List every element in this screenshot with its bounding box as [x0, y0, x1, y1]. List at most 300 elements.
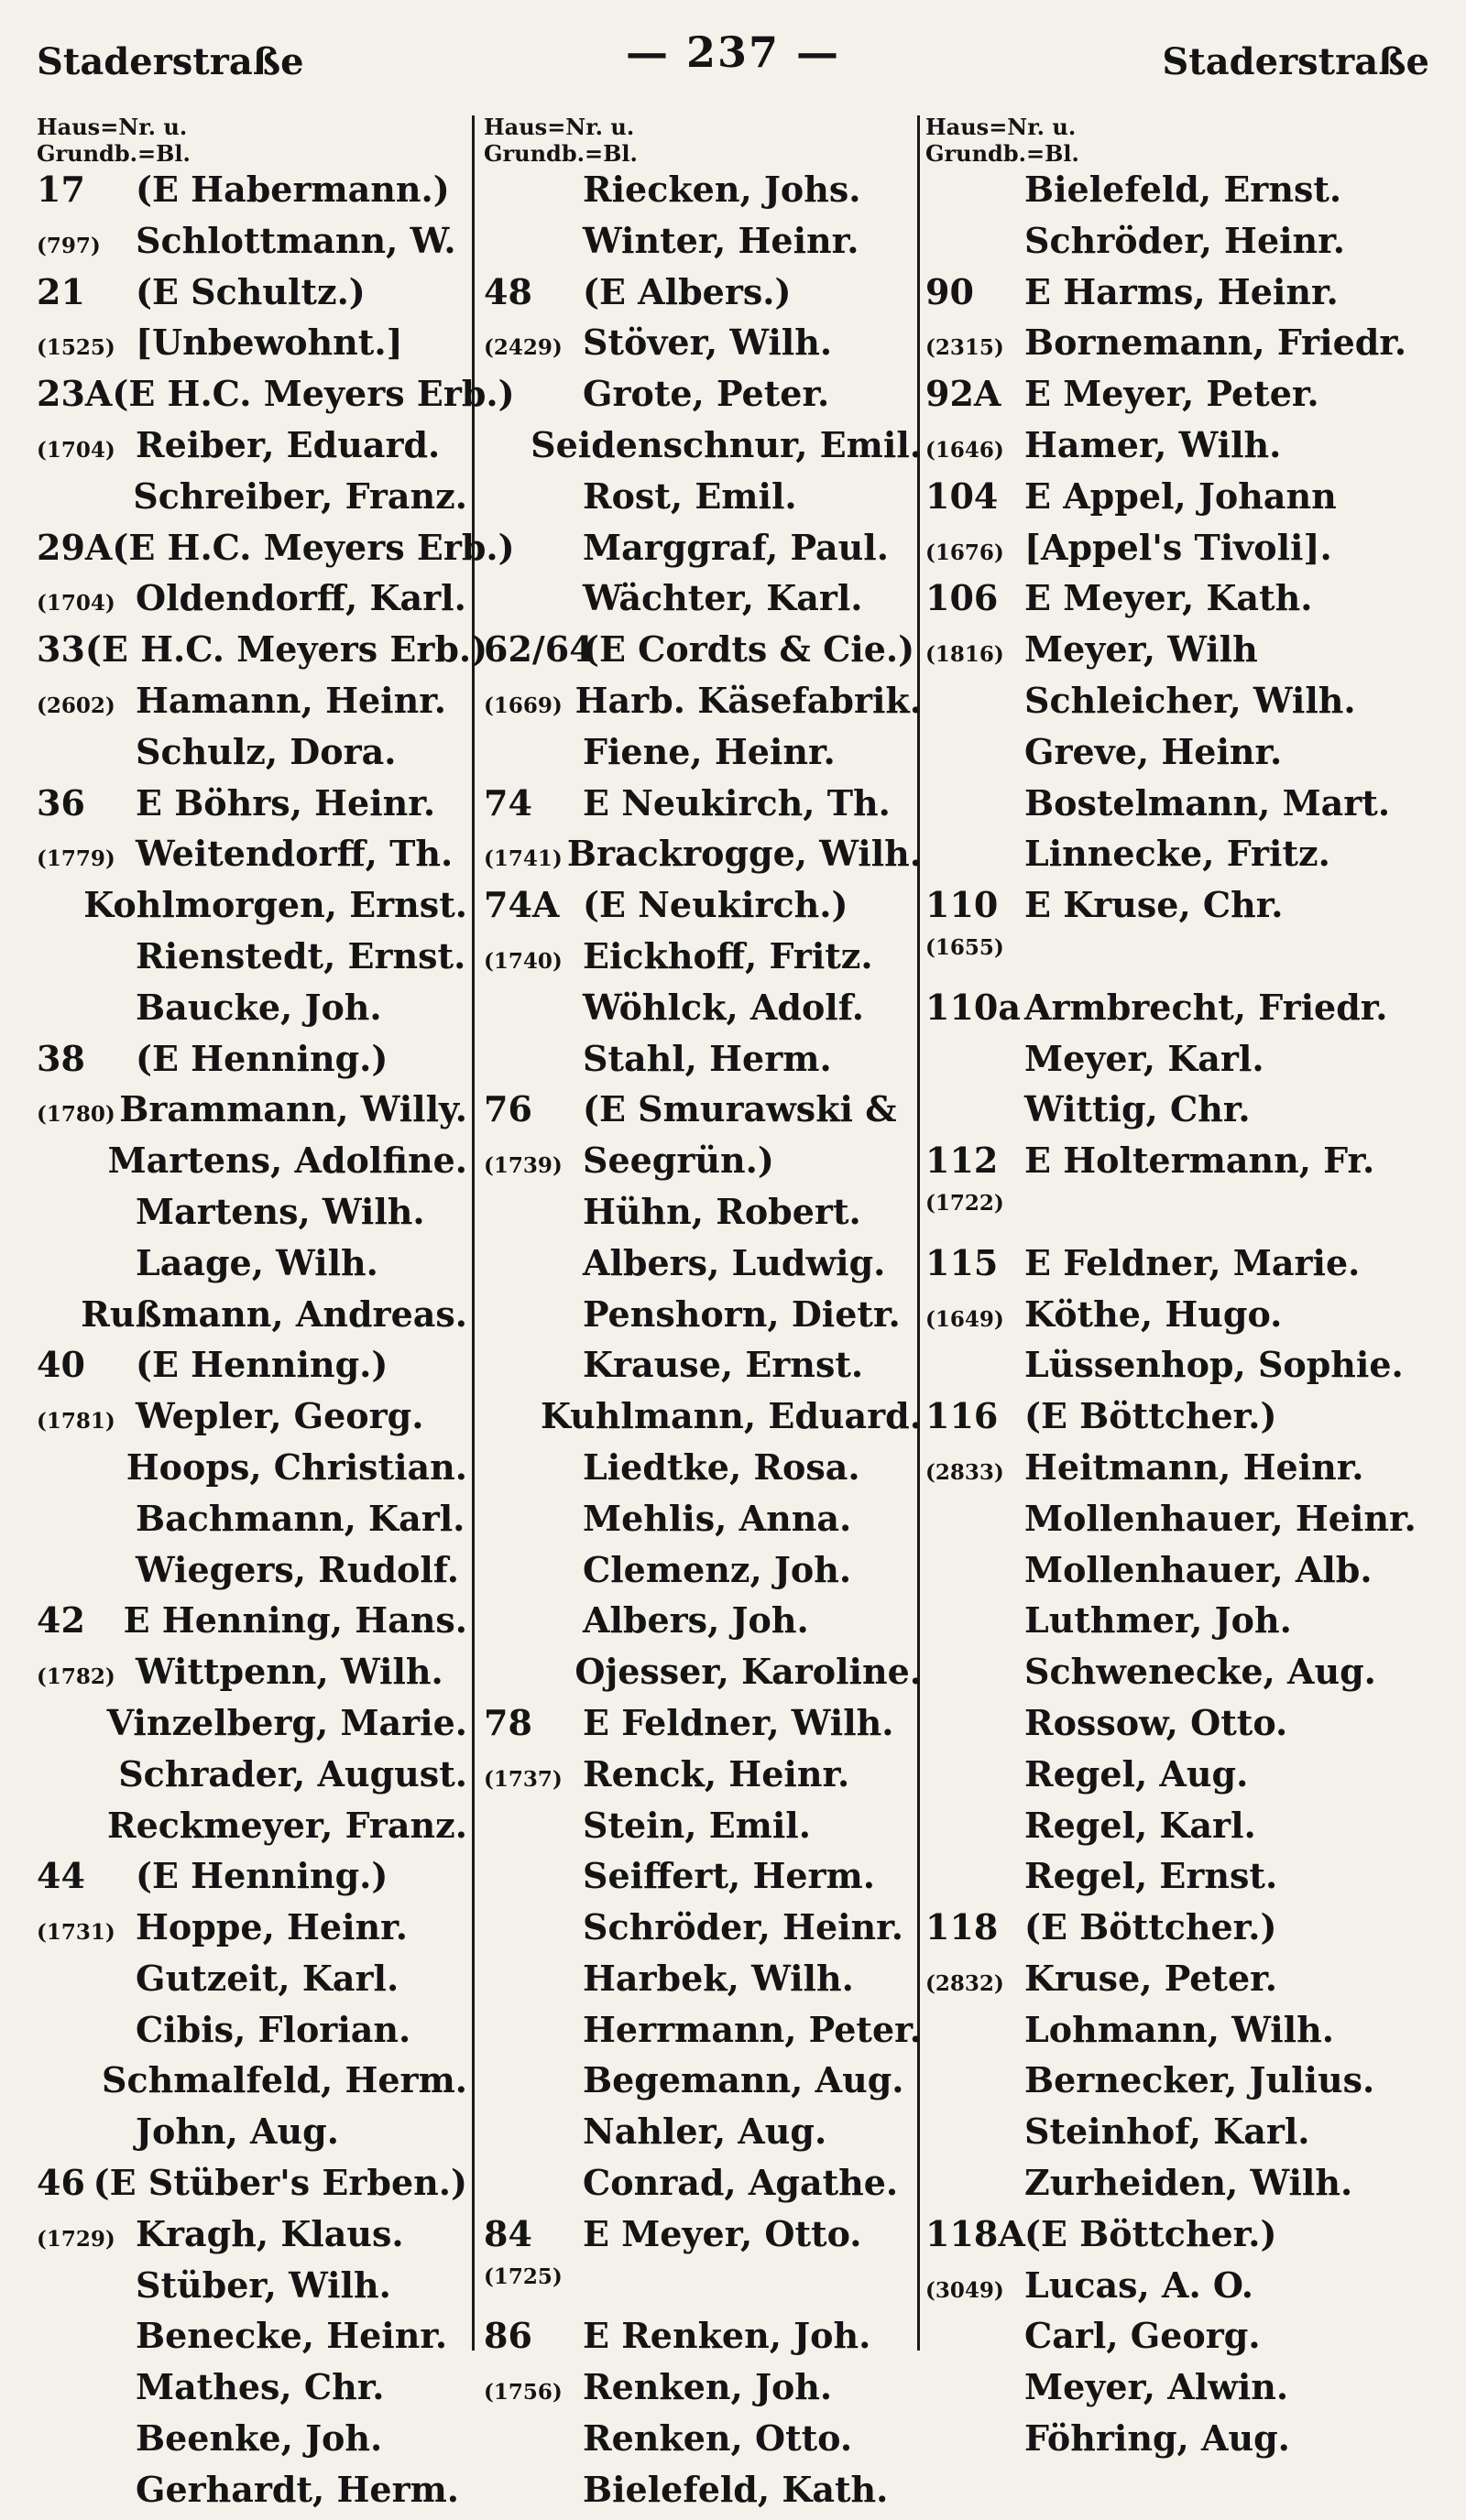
directory-line [37, 1855, 467, 1906]
directory-line [484, 2315, 922, 2366]
resident-entry: E Kruse, Chr. [1024, 884, 1284, 926]
house-number: 74 [484, 781, 532, 824]
directory-line [925, 782, 1439, 834]
directory-line [37, 1293, 467, 1345]
grundbuch-number: (1669) [484, 693, 563, 718]
directory-line [925, 1651, 1439, 1702]
resident-entry: Rienstedt, Ernst. [136, 934, 466, 976]
house-number: 33 [37, 628, 85, 671]
house-number: 36 [37, 781, 85, 824]
directory-line [484, 2469, 922, 2520]
resident-entry: Wittig, Chr. [1024, 1088, 1251, 1130]
resident-entry: Rost, Emil. [583, 475, 797, 517]
resident-entry: Ojesser, Karoline. [574, 1651, 922, 1693]
resident-entry: (E Henning.) [136, 1855, 388, 1897]
resident-entry: (E Smurawski & [583, 1088, 897, 1130]
directory-line [37, 1702, 467, 1753]
directory-line [925, 2059, 1439, 2111]
directory-line [925, 1498, 1439, 1549]
directory-line [37, 2469, 467, 2520]
resident-entry: Harb. Käsefabrik. [574, 679, 922, 721]
directory-line [925, 2009, 1439, 2060]
directory-line [484, 884, 922, 935]
column-head-house-no: Haus=Nr. u. [37, 114, 188, 140]
directory-line [925, 1855, 1439, 1906]
house-number: 17 [37, 169, 85, 210]
directory-line [925, 680, 1439, 731]
directory-line [925, 1549, 1439, 1600]
directory-line [484, 169, 922, 220]
directory-line [484, 2264, 922, 2316]
directory-line [484, 1549, 922, 1600]
resident-entry: Regel, Aug. [1024, 1752, 1249, 1795]
resident-entry: Albers, Joh. [583, 1599, 809, 1642]
resident-entry: E Feldner, Marie. [1024, 1241, 1361, 1283]
resident-entry: E Renken, Joh. [583, 2315, 871, 2357]
resident-entry: Lohmann, Wilh. [1024, 2008, 1334, 2050]
house-number: 74A [484, 884, 560, 926]
resident-entry: Linnecke, Fritz. [1024, 833, 1330, 875]
resident-entry: Heitmann, Heinr. [1024, 1445, 1364, 1488]
directory-line [37, 526, 515, 578]
directory-line [484, 322, 922, 373]
directory-line [484, 577, 922, 628]
house-number: 40 [37, 1344, 85, 1386]
resident-entry: Zurheiden, Wilh. [1024, 2162, 1353, 2204]
resident-entry: E Henning, Hans. [123, 1599, 467, 1642]
house-number: 110a [925, 986, 1021, 1028]
column-head-house-no: Haus=Nr. u. [925, 114, 1077, 140]
resident-entry: E Appel, Johann [1024, 475, 1337, 517]
resident-entry: Liedtke, Rosa. [583, 1445, 860, 1488]
directory-line [925, 169, 1439, 220]
resident-entry: Renken, Otto. [583, 2417, 853, 2460]
directory-line [925, 1088, 1439, 1140]
directory-line [37, 1140, 467, 1191]
directory-line [925, 628, 1439, 680]
page-number: — 237 — [625, 27, 841, 77]
resident-entry: [Unbewohnt.] [136, 322, 403, 364]
resident-entry: Renken, Joh. [583, 2366, 833, 2408]
resident-entry: (E Schultz.) [136, 270, 366, 312]
column-rows [484, 169, 922, 2520]
directory-line [925, 2315, 1439, 2366]
resident-entry: E Holtermann, Fr. [1024, 1140, 1375, 1182]
directory-line [925, 1599, 1439, 1651]
house-number: 62/64 [484, 628, 594, 671]
resident-entry: Fiene, Heinr. [583, 730, 836, 772]
house-number: 112 [925, 1140, 999, 1182]
directory-line [37, 1395, 467, 1446]
directory-line [37, 731, 467, 782]
directory-line [37, 1805, 467, 1856]
directory-line [484, 220, 922, 271]
resident-entry: Schleicher, Wilh. [1024, 679, 1356, 721]
column-head-house-no: Haus=Nr. u. [484, 114, 635, 140]
directory-line [484, 1906, 922, 1958]
resident-entry: Bernecker, Julius. [1024, 2059, 1375, 2101]
resident-entry: Bornemann, Friedr. [1024, 322, 1407, 364]
resident-entry: E Böhrs, Heinr. [136, 781, 436, 824]
directory-line [37, 2009, 467, 2060]
directory-line [925, 833, 1439, 884]
resident-entry: Conrad, Agathe. [583, 2162, 899, 2204]
directory-line [484, 833, 922, 884]
resident-entry: (E Böttcher.) [1024, 1395, 1277, 1437]
directory-line [37, 271, 467, 322]
grundbuch-number: (1739) [484, 1153, 563, 1179]
resident-entry: Herrmann, Peter. [583, 2008, 922, 2050]
running-header-left: Staderstraße [37, 40, 304, 83]
resident-entry: Rußmann, Andreas. [81, 1293, 467, 1335]
directory-line [37, 782, 467, 834]
resident-entry: Köthe, Hugo. [1024, 1293, 1283, 1335]
directory-line [37, 1753, 467, 1805]
grundbuch-number: (1740) [484, 948, 563, 974]
directory-line [484, 1395, 922, 1446]
house-number: 38 [37, 1037, 85, 1079]
grundbuch-number: (1781) [37, 1409, 115, 1435]
directory-line [37, 884, 467, 935]
resident-entry: (E Albers.) [583, 270, 792, 312]
resident-entry: Regel, Ernst. [1024, 1855, 1278, 1897]
directory-line [925, 1344, 1439, 1395]
resident-entry: Krause, Ernst. [583, 1344, 864, 1386]
resident-entry: Wöhlck, Adolf. [583, 986, 864, 1028]
column-rows [925, 169, 1439, 2469]
resident-entry: Wächter, Karl. [583, 577, 863, 619]
directory-line [925, 322, 1439, 373]
directory-line [484, 1498, 922, 1549]
directory-line [925, 2162, 1439, 2213]
resident-entry: (E Henning.) [136, 1344, 388, 1386]
directory-line [37, 424, 467, 475]
resident-entry: Wepler, Georg. [136, 1395, 424, 1437]
house-number: 115 [925, 1241, 999, 1283]
grundbuch-number: (1704) [37, 437, 115, 463]
directory-line [484, 527, 922, 578]
directory-line [925, 1906, 1439, 1958]
directory-line [484, 731, 922, 782]
directory-line [37, 935, 467, 987]
directory-line [484, 373, 922, 424]
resident-entry: Vinzelberg, Marie. [106, 1701, 467, 1743]
resident-entry: Wittpenn, Wilh. [136, 1651, 443, 1693]
directory-line [484, 475, 922, 527]
resident-entry: Kuhlmann, Eduard. [540, 1395, 922, 1437]
resident-entry: Hamann, Heinr. [136, 679, 446, 721]
resident-entry: Mollenhauer, Heinr. [1024, 1497, 1417, 1539]
column-rule [472, 115, 475, 2351]
directory-line [925, 987, 1439, 1038]
resident-entry: Benecke, Heinr. [136, 2315, 448, 2357]
directory-line [484, 424, 922, 475]
directory-line [37, 2059, 467, 2111]
directory-line [37, 1549, 467, 1600]
house-number: 29A [37, 526, 113, 568]
directory-line [484, 1599, 922, 1651]
resident-entry: Brackrogge, Wilh. [566, 833, 922, 875]
directory-line [484, 782, 922, 834]
resident-entry: Eickhoff, Fritz. [583, 934, 873, 976]
directory-line [37, 2417, 467, 2469]
grundbuch-number: (1704) [37, 591, 115, 616]
directory-line [37, 475, 467, 527]
directory-line [484, 2009, 922, 2060]
resident-entry: Brammann, Willy. [119, 1088, 467, 1130]
directory-line [37, 1191, 467, 1242]
resident-entry: E Neukirch, Th. [583, 781, 891, 824]
resident-entry: Stahl, Herm. [583, 1037, 832, 1079]
house-number: 92A [925, 373, 1001, 415]
directory-line [37, 373, 515, 424]
directory-line [925, 2417, 1439, 2469]
resident-entry: Renck, Heinr. [583, 1752, 850, 1795]
resident-entry: Schmalfeld, Herm. [102, 2059, 467, 2101]
directory-line [37, 322, 467, 373]
resident-entry: (E H.C. Meyers Erb.) [84, 628, 488, 671]
house-number: 110 [925, 884, 999, 926]
grundbuch-number: (1655) [925, 934, 1004, 960]
resident-entry: Penshorn, Dietr. [583, 1293, 901, 1335]
resident-entry: Lüssenhop, Sophie. [1024, 1344, 1404, 1386]
resident-entry: Seidenschnur, Emil. [531, 423, 922, 465]
house-number: 86 [484, 2315, 532, 2357]
directory-line [37, 987, 467, 1038]
resident-entry: Meyer, Wilh [1024, 628, 1258, 671]
directory-line [37, 1906, 467, 1958]
house-number: 44 [37, 1855, 85, 1897]
directory-line [37, 2213, 467, 2264]
directory-line [925, 1446, 1439, 1498]
directory-line [484, 680, 922, 731]
resident-entry: E Meyer, Peter. [1024, 373, 1319, 415]
house-number: 23A [37, 373, 113, 415]
grundbuch-number: (1731) [37, 1920, 115, 1946]
directory-line [925, 2366, 1439, 2417]
running-header-right: Staderstraße [1162, 40, 1429, 83]
resident-entry: (E Cordts & Cie.) [583, 628, 915, 671]
directory-line [37, 220, 467, 271]
directory-line [925, 220, 1439, 271]
resident-entry: Gutzeit, Karl. [136, 1957, 399, 1999]
house-number: 76 [484, 1088, 532, 1130]
directory-line [484, 987, 922, 1038]
column-head-grundbuch: Grundb.=Bl. [484, 140, 638, 167]
resident-entry: Bachmann, Karl. [136, 1497, 465, 1539]
directory-line [37, 1242, 467, 1293]
resident-entry: Kohlmorgen, Ernst. [83, 884, 467, 926]
directory-line [925, 1038, 1439, 1089]
house-number: 46 [37, 2162, 85, 2204]
resident-entry: Marggraf, Paul. [583, 526, 889, 568]
resident-entry: Martens, Wilh. [136, 1190, 425, 1232]
resident-entry: Armbrecht, Friedr. [1024, 986, 1388, 1028]
resident-entry: Mathes, Chr. [136, 2366, 385, 2408]
resident-entry: Stein, Emil. [583, 1804, 811, 1846]
resident-entry: Grote, Peter. [583, 373, 830, 415]
resident-entry: Föhring, Aug. [1024, 2417, 1290, 2460]
grundbuch-number: (797) [37, 233, 101, 258]
directory-line [37, 2366, 467, 2417]
grundbuch-number: (1816) [925, 642, 1004, 668]
directory-line [925, 1140, 1439, 1191]
resident-entry: (E Habermann.) [136, 169, 450, 210]
directory-line [37, 169, 467, 220]
resident-entry: Mollenhauer, Alb. [1024, 1548, 1373, 1590]
resident-entry: Stöver, Wilh. [583, 322, 833, 364]
resident-entry: Hühn, Robert. [583, 1190, 861, 1232]
directory-line [484, 271, 922, 322]
resident-entry: Nahler, Aug. [583, 2111, 827, 2153]
directory-line [925, 577, 1439, 628]
resident-entry: Schwenecke, Aug. [1024, 1651, 1376, 1693]
directory-line [925, 1191, 1439, 1242]
column-3 [925, 115, 1439, 2469]
directory-line [925, 1958, 1439, 2009]
resident-entry: [Appel's Tivoli]. [1024, 526, 1332, 568]
resident-entry: Steinhof, Karl. [1024, 2111, 1310, 2153]
directory-line [925, 373, 1439, 424]
resident-entry: E Harms, Heinr. [1024, 270, 1339, 312]
resident-entry: Kruse, Peter. [1024, 1957, 1277, 1999]
resident-entry: Meyer, Karl. [1024, 1037, 1264, 1079]
grundbuch-number: (2602) [37, 693, 115, 718]
resident-entry: Mehlis, Anna. [583, 1497, 852, 1539]
directory-line [484, 1855, 922, 1906]
directory-line [37, 833, 467, 884]
column-head-grundbuch: Grundb.=Bl. [925, 140, 1079, 167]
resident-entry: Albers, Ludwig. [583, 1241, 886, 1283]
resident-entry: (E Henning.) [136, 1037, 388, 1079]
resident-entry: E Feldner, Wilh. [583, 1701, 894, 1743]
grundbuch-number: (1676) [925, 540, 1004, 565]
directory-line [484, 2417, 922, 2469]
directory-line [37, 628, 488, 680]
resident-entry: Hoppe, Heinr. [136, 1906, 408, 1948]
directory-line [37, 1088, 467, 1140]
directory-line [484, 628, 922, 680]
grundbuch-number: (2429) [484, 335, 563, 361]
directory-line [484, 1702, 922, 1753]
resident-entry: Martens, Adolfine. [107, 1140, 467, 1182]
directory-line [484, 1242, 922, 1293]
resident-entry: Reckmeyer, Franz. [107, 1804, 467, 1846]
resident-entry: Hoops, Christian. [126, 1445, 467, 1488]
directory-line [925, 935, 1439, 987]
resident-entry: Greve, Heinr. [1024, 730, 1283, 772]
resident-entry: Weitendorff, Th. [136, 833, 454, 875]
directory-line [37, 1498, 467, 1549]
directory-line [925, 884, 1439, 935]
directory-line [37, 2162, 467, 2213]
house-number: 106 [925, 577, 999, 619]
house-number: 118A [925, 2212, 1025, 2254]
resident-entry: Riecken, Johs. [583, 169, 861, 210]
house-number: 42 [37, 1599, 85, 1642]
house-number: 21 [37, 270, 85, 312]
directory-line [925, 1753, 1439, 1805]
house-number: 48 [484, 270, 532, 312]
resident-entry: Harbek, Wilh. [583, 1957, 854, 1999]
directory-line [484, 2213, 922, 2264]
resident-entry: Schulz, Dora. [136, 730, 397, 772]
resident-entry: Hamer, Wilh. [1024, 423, 1282, 465]
resident-entry: Laage, Wilh. [136, 1241, 378, 1283]
grundbuch-number: (1782) [37, 1664, 115, 1690]
directory-line [484, 2162, 922, 2213]
resident-entry: Begemann, Aug. [583, 2059, 904, 2101]
directory-line [37, 1446, 467, 1498]
directory-line [484, 1293, 922, 1345]
directory-line [484, 1088, 922, 1140]
house-number: 84 [484, 2212, 532, 2254]
resident-entry: Lucas, A. O. [1024, 2264, 1254, 2306]
house-number: 118 [925, 1906, 999, 1948]
directory-line [925, 475, 1439, 527]
column-head-grundbuch: Grundb.=Bl. [37, 140, 191, 167]
grundbuch-number: (1646) [925, 437, 1004, 463]
grundbuch-number: (1729) [37, 2226, 115, 2252]
directory-line [484, 1753, 922, 1805]
directory-line [925, 1395, 1439, 1446]
resident-entry: (E H.C. Meyers Erb.) [112, 526, 515, 568]
grundbuch-number: (1725) [484, 2264, 563, 2289]
directory-line [37, 1344, 467, 1395]
directory-line [37, 1038, 467, 1089]
resident-entry: Schreiber, Franz. [133, 475, 467, 517]
resident-entry: Bielefeld, Ernst. [1024, 169, 1342, 210]
grundbuch-number: (1722) [925, 1190, 1004, 1216]
directory-line [925, 527, 1439, 578]
grundbuch-number: (1741) [484, 846, 563, 872]
resident-entry: Schröder, Heinr. [583, 1906, 903, 1948]
resident-entry: Beenke, Joh. [136, 2417, 383, 2460]
directory-line [37, 1651, 467, 1702]
resident-entry: Rossow, Otto. [1024, 1701, 1288, 1743]
directory-line [925, 271, 1439, 322]
directory-line [484, 1651, 922, 1702]
resident-entry: E Meyer, Otto. [583, 2212, 862, 2254]
resident-entry: Carl, Georg. [1024, 2315, 1261, 2357]
directory-line [925, 2111, 1439, 2162]
grundbuch-number: (1737) [484, 1766, 563, 1792]
resident-entry: Stüber, Wilh. [136, 2264, 391, 2306]
directory-line [37, 2264, 467, 2316]
grundbuch-number: (1780) [37, 1102, 115, 1128]
directory-line [925, 1242, 1439, 1293]
resident-entry: Luthmer, Joh. [1024, 1599, 1292, 1642]
grundbuch-number: (1525) [37, 335, 115, 361]
directory-line [37, 2315, 467, 2366]
resident-entry: Bostelmann, Mart. [1024, 781, 1391, 824]
directory-line [484, 2111, 922, 2162]
resident-entry: (E H.C. Meyers Erb.) [112, 373, 515, 415]
directory-line [37, 577, 467, 628]
directory-line [925, 1805, 1439, 1856]
grundbuch-number: (2832) [925, 1970, 1004, 1996]
directory-line [925, 2264, 1439, 2316]
resident-entry: Bielefeld, Kath. [583, 2468, 889, 2510]
resident-entry: Gerhardt, Herm. [136, 2468, 460, 2510]
resident-entry: (E Böttcher.) [1024, 2212, 1277, 2254]
directory-line [484, 1344, 922, 1395]
grundbuch-number: (1756) [484, 2380, 563, 2405]
grundbuch-number: (2315) [925, 335, 1004, 361]
grundbuch-number: (3049) [925, 2277, 1004, 2303]
directory-line [925, 1293, 1439, 1345]
resident-entry: (E Böttcher.) [1024, 1906, 1277, 1948]
